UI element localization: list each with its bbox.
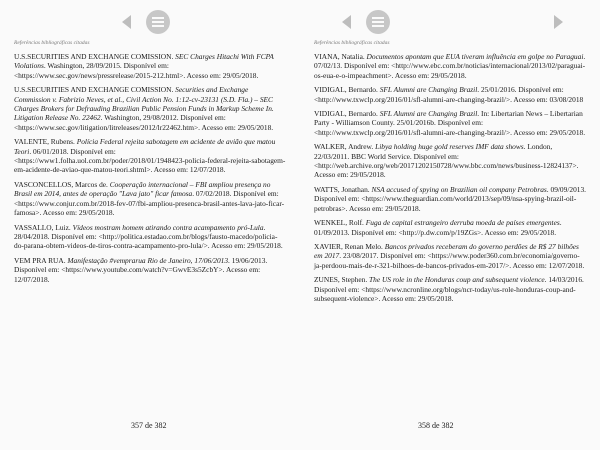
bibliography-entry: WATTS, Jonathan. NSA accused of spying on Brazilian oil company Petrobras. 09/09/2013. Disponível em: <https://www.theguardian.com/world/2013/sep/09/nsa-spying-brazil-oil-petrobras>. Acesso em: 29/05/2018. (314, 184, 587, 213)
bibliography-entry: VIDIGAL, Bernardo. SFL Alumni are Changing Brazil. In: Libertarian News – Libertarian Party - Williamson County. 25/01/2016b. Disponível em: <http://www.txwclp.org/2016/01/sfl-alumni-are-changing-brazil/>. Acesso em: 29/05/2018. (314, 109, 586, 137)
next-page-nav (550, 10, 570, 34)
bibliography-entry: VALENTE, Rubens. Polícia Federal rejeita sabotagem em acidente de avião que matou Teori. 06/01/2018. Disponível em: <https://www1.folha.uol.com.br/poder/2018/01/1948423-policia-federal-rejeita-sabotagem-em-acidente-de-aviao-que-matou-teori.shtml>. Acesso em: 12/07/2018. (14, 137, 286, 175)
bibliography-entry: VEM PRA RUA. Manifestação #vemprarua Rio de Janeiro, 17/06/2013. 19/06/2013. Disponível em: <https://www.youtube.com/watch?v=GwvE3s5ZcbY>. Acesso em: 12/07/2018. (14, 255, 268, 284)
right-page-nav (342, 10, 422, 34)
chevron-left-icon[interactable] (122, 15, 131, 29)
bibliography-entry: XAVIER, Renan Melo. Bancos privados receberam do governo perdões de R$ 27 bilhões em 2017. 23/08/2017. Disponível em: <https://www.poder360.com.br/economia/governo-ja-perdoou-mais-de-r-321-bilhoes-de-bancos-privados-em-2017/>. Acesso em: 12/07/2018. (314, 241, 585, 270)
bibliography-list (314, 52, 586, 308)
running-head: Referências bibliográficas citadas (14, 40, 90, 46)
menu-icon[interactable] (366, 10, 390, 34)
bibliography-entry: U.S.SECURITIES AND EXCHANGE COMISSION. Securities and Exchange Commission v. Fabrizio Neves, et al., Civil Action No. 1:12-cv-23131 (S.D. Fla.) – SEC Charges Brokers for Defrauding Brazilian Public Pension Funds in Markup Scheme In. Litigation Release No. 22462. Washington, 29/08/2012. Disponível em: <https://www.sec.gov/litigation/litreleases/2012/lr22462.htm>. Acesso em: 29/05/2018. (14, 85, 274, 132)
menu-icon[interactable] (146, 10, 170, 34)
page-number: 358 de 382 (418, 421, 454, 430)
bibliography-entry: WALKER, Andrew. Libya holding huge gold reserves IMF data shows. London, 22/03/2011. BBC World Service. Disponível em: <http://web.archive.org/web/20171202150728/www.bbc.com/news/business-12824137>. Acesso em: 29/05/2018. (314, 142, 579, 180)
chevron-left-icon[interactable] (342, 15, 351, 29)
running-head: Referências bibliográficas citadas (314, 40, 390, 46)
bibliography-entry: VIDIGAL, Bernardo. SFL Alumni are Changing Brazil. 25/01/2016. Disponível em: <http://www.txwclp.org/2016/01/sfl-alumni-are-changing-brazil/>. Acesso em: 03/08/2018 (314, 85, 584, 104)
bibliography-list (14, 52, 286, 289)
chevron-right-icon[interactable] (554, 15, 563, 29)
bibliography-entry: VIANA, Natalia. Documentos apontam que EUA tiveram influência em golpe no Paraguai. 07/02/13. Disponível em: <http://www.ebc.com.br/noticias/internacional/2013/02/paraguai-os-eua-e-o-impeachment>. Acesso em: 29/05/2018. (314, 52, 586, 80)
bibliography-entry: ZUNES, Stephen. The US role in the Honduras coup and subsequent violence. 14/03/2016. Disponível em: <https://www.ncronline.org/blogs/ncr-today/us-role-honduras-coup-and-subsequent-violence>. Acesso em: 29/05/2018. (314, 275, 584, 303)
bibliography-entry: VASCONCELLOS, Marcos de. Cooperação internacional – FBI ampliou presença no Brasil em 2014, antes de operação "Lava jato" ficar famosa. 07/02/2018. Disponível em: <https://www.conjur.com.br/2018-fev-07/fbi-ampliou-presenca-brasil-antes-lava-jato-ficar-famosa>. Acesso em: 29/05/2018. (14, 179, 285, 218)
left-page-nav (122, 10, 192, 34)
bibliography-entry: WENKEL, Rolf. Fuga de capital estrangeiro derruba moeda de países emergentes. 01/09/2013. Disponível em: <http://p.dw.com/p/19ZGs>. Acesso em: 29/05/2018. (314, 218, 562, 237)
right-page (300, 0, 600, 450)
page-number: 357 de 382 (131, 421, 167, 430)
bibliography-entry: VASSALLO, Luiz. Vídeos mostram homem atirando contra acampamento pró-Lula. 28/04/2018. Disponível em: <http://politica.estadao.com.br/blogs/fausto-macedo/policia-do-parana-obtem-videos-de-tiros-contra-acampamento-pro-lula/>. Acesso em: 29/05/2018. (14, 222, 283, 251)
bibliography-entry: U.S.SECURITIES AND EXCHANGE COMISSION. SEC Charges Hitachi With FCPA Violations. Washington, 28/09/2015. Disponível em: <https://www.sec.gov/news/pressrelease/2015-212.html>. Acesso em: 29/05/2018. (14, 52, 274, 80)
